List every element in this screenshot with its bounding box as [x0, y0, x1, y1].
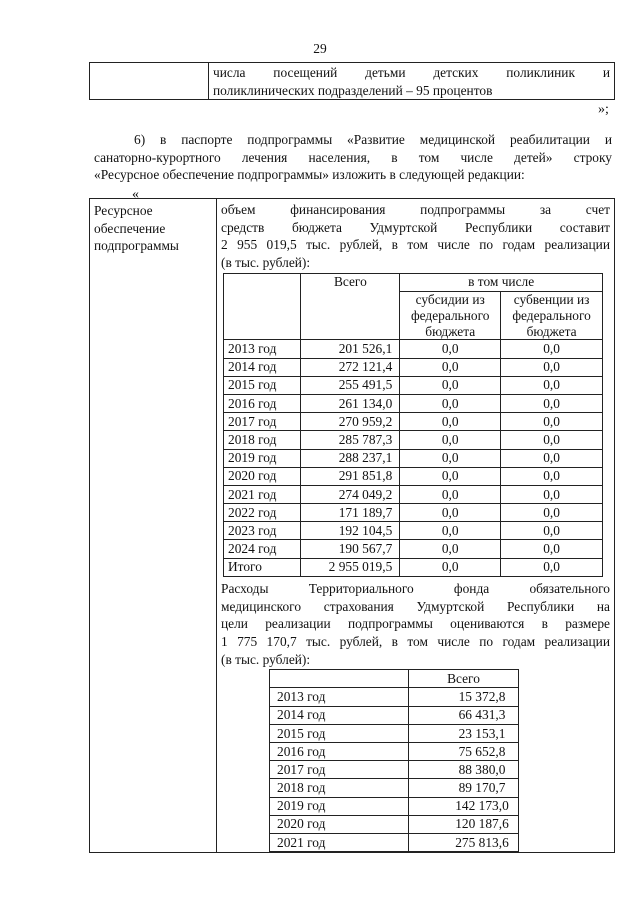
budget-cell-total: 291 851,8: [301, 467, 400, 485]
oms-cell-year: 2015 год: [270, 724, 409, 742]
budget-header-subvention: [501, 291, 603, 339]
budget-table-row: [224, 413, 603, 431]
budget-cell-year: 2014 год: [224, 358, 301, 376]
budget-cell-subsidy: 0,0: [400, 394, 501, 412]
budget-cell-subsidy: 0,0: [400, 431, 501, 449]
budget-table-body: [224, 340, 603, 576]
oms-cell-total: 23 153,1: [409, 724, 519, 742]
budget-cell-year: 2018 год: [224, 431, 301, 449]
budget-cell-year: 2023 год: [224, 522, 301, 540]
budget-cell-subvention: 0,0: [501, 485, 603, 503]
oms-header-row: [270, 670, 519, 688]
budget-cell-subsidy: 0,0: [400, 449, 501, 467]
budget-cell-total: 192 104,5: [301, 522, 400, 540]
intro-line: объем финансирования подпрограммы за счет: [221, 202, 610, 217]
oms-cell-total: 120 187,6: [409, 815, 519, 833]
page-number: 29: [313, 41, 327, 56]
budget-cell-subsidy: 0,0: [400, 358, 501, 376]
oms-intro-line: цели реализации подпрограммы оцениваются в размере: [221, 616, 610, 632]
oms-table-row: [270, 724, 519, 742]
budget-cell-year: 2021 год: [224, 485, 301, 503]
budget-cell-year: 2019 год: [224, 449, 301, 467]
budget-cell-subsidy: 0,0: [400, 467, 501, 485]
oms-cell-total: 275 813,6: [409, 833, 519, 851]
budget-table-row: [224, 394, 603, 412]
budget-table-row: [224, 558, 603, 576]
budget-cell-subvention: 0,0: [501, 467, 603, 485]
budget-cell-subvention: 0,0: [501, 358, 603, 376]
budget-cell-year: Итого: [224, 558, 301, 576]
oms-cell-total: 75 652,8: [409, 743, 519, 761]
closing-quote-mark: »;: [598, 102, 609, 117]
continuation-row: [90, 63, 615, 100]
budget-cell-total: 272 121,4: [301, 358, 400, 376]
budget-table-row: [224, 504, 603, 522]
resource-content-cell: [217, 199, 615, 853]
budget-header-row: [224, 273, 603, 291]
budget-cell-total: 270 959,2: [301, 413, 400, 431]
budget-cell-subsidy: 0,0: [400, 558, 501, 576]
budget-cell-total: 201 526,1: [301, 340, 400, 358]
budget-cell-subvention: 0,0: [501, 340, 603, 358]
oms-cell-year: 2018 год: [270, 779, 409, 797]
oms-cell-year: 2021 год: [270, 833, 409, 851]
budget-cell-subvention: 0,0: [501, 413, 603, 431]
budget-cell-total: 288 237,1: [301, 449, 400, 467]
resource-label-cell: [90, 199, 217, 853]
subvention-header-line: бюджета: [526, 323, 577, 339]
paragraph-line-1: 6) в паспорте подпрограммы «Развитие медицинской реабилитации и: [134, 132, 612, 147]
budget-table-row: [224, 540, 603, 558]
budget-cell-year: 2024 год: [224, 540, 301, 558]
budget-table-row: [224, 431, 603, 449]
intro-line: средств бюджета Удмуртской Республики составит: [221, 219, 610, 235]
budget-table-row: [224, 376, 603, 394]
subvention-header-line: субвенции из: [513, 291, 590, 307]
oms-intro-line: 1 775 170,7 тыс. рублей, в том числе по годам реализации: [221, 633, 610, 649]
budget-cell-year: 2016 год: [224, 394, 301, 412]
oms-table-row: [270, 743, 519, 761]
intro-line: (в тыс. рублей):: [221, 255, 311, 271]
subsidy-header-line: федерального: [410, 307, 490, 323]
budget-table: [223, 273, 603, 577]
budget-cell-subvention: 0,0: [501, 376, 603, 394]
oms-cell-year: 2019 год: [270, 797, 409, 815]
budget-header-year: [224, 273, 301, 340]
continuation-line-2: поликлинических подразделений – 95 процентов: [213, 82, 493, 98]
continuation-table: [89, 62, 615, 100]
budget-cell-total: 255 491,5: [301, 376, 400, 394]
budget-table-row: [224, 485, 603, 503]
continuation-label-cell: [90, 63, 209, 100]
subsidy-header-line: субсидии из: [415, 291, 485, 307]
oms-intro-line: (в тыс. рублей):: [221, 651, 311, 667]
oms-cell-year: 2013 год: [270, 688, 409, 706]
oms-cell-total: 88 380,0: [409, 761, 519, 779]
budget-cell-subsidy: 0,0: [400, 413, 501, 431]
budget-cell-total: 2 955 019,5: [301, 558, 400, 576]
oms-header-year: [270, 670, 409, 688]
subsidy-header-line: бюджета: [425, 323, 476, 339]
budget-cell-year: 2022 год: [224, 504, 301, 522]
budget-cell-subvention: 0,0: [501, 449, 603, 467]
budget-cell-total: 274 049,2: [301, 485, 400, 503]
budget-cell-subsidy: 0,0: [400, 485, 501, 503]
oms-cell-total: 142 173,0: [409, 797, 519, 815]
budget-cell-subsidy: 0,0: [400, 504, 501, 522]
oms-table-row: [270, 706, 519, 724]
budget-cell-subvention: 0,0: [501, 394, 603, 412]
budget-table-row: [224, 467, 603, 485]
budget-cell-subsidy: 0,0: [400, 540, 501, 558]
oms-cell-year: 2017 год: [270, 761, 409, 779]
budget-header-group: в том числе: [400, 273, 603, 291]
budget-table-row: [224, 340, 603, 358]
budget-cell-subvention: 0,0: [501, 504, 603, 522]
resource-label-line: обеспечение: [94, 220, 166, 236]
resource-label-line: Ресурсное: [94, 203, 153, 218]
budget-cell-subvention: 0,0: [501, 431, 603, 449]
budget-cell-total: 171 189,7: [301, 504, 400, 522]
oms-table-row: [270, 797, 519, 815]
oms-table-row: [270, 779, 519, 797]
budget-cell-subvention: 0,0: [501, 558, 603, 576]
budget-cell-year: 2020 год: [224, 467, 301, 485]
budget-cell-subsidy: 0,0: [400, 376, 501, 394]
paragraph-line-2: санаторно-курортного лечения населения, в том числе детей» строку: [94, 149, 612, 165]
budget-cell-year: 2013 год: [224, 340, 301, 358]
oms-table-row: [270, 688, 519, 706]
oms-table-row: [270, 815, 519, 833]
opening-quote-mark: «: [132, 187, 139, 202]
amendment-paragraph: [94, 131, 612, 184]
budget-table-row: [224, 449, 603, 467]
budget-cell-subsidy: 0,0: [400, 340, 501, 358]
budget-table-row: [224, 358, 603, 376]
budget-header-total: Всего: [301, 273, 400, 340]
oms-intro: [221, 580, 610, 668]
budget-cell-subvention: 0,0: [501, 522, 603, 540]
budget-cell-total: 261 134,0: [301, 394, 400, 412]
paragraph-line-3: «Ресурсное обеспечение подпрограммы» изложить в следующей редакции:: [94, 167, 525, 183]
budget-cell-total: 285 787,3: [301, 431, 400, 449]
oms-cell-year: 2014 год: [270, 706, 409, 724]
resource-label-line: подпрограммы: [94, 238, 179, 254]
continuation-text-cell: [209, 63, 615, 100]
oms-cell-total: 89 170,7: [409, 779, 519, 797]
oms-table: [269, 669, 519, 852]
budget-header-subsidy: [400, 291, 501, 339]
oms-intro-line: Расходы Территориального фонда обязательного: [221, 580, 610, 596]
budget-cell-subsidy: 0,0: [400, 522, 501, 540]
oms-cell-total: 66 431,3: [409, 706, 519, 724]
oms-table-body: [270, 688, 519, 852]
budget-table-row: [224, 522, 603, 540]
budget-cell-year: 2017 год: [224, 413, 301, 431]
resource-table: [89, 198, 615, 853]
budget-cell-year: 2015 год: [224, 376, 301, 394]
resource-row: [90, 199, 615, 853]
oms-cell-year: 2016 год: [270, 743, 409, 761]
oms-table-row: [270, 833, 519, 851]
oms-cell-year: 2020 год: [270, 815, 409, 833]
continuation-line-1: числа посещений детьми детских поликлиник и: [213, 65, 610, 80]
oms-cell-total: 15 372,8: [409, 688, 519, 706]
budget-cell-total: 190 567,7: [301, 540, 400, 558]
subvention-header-line: федерального: [512, 307, 591, 323]
oms-header-total: Всего: [409, 670, 519, 688]
oms-intro-line: медицинского страхования Удмуртской Республики на: [221, 598, 610, 614]
oms-table-row: [270, 761, 519, 779]
budget-cell-subvention: 0,0: [501, 540, 603, 558]
intro-line: 2 955 019,5 тыс. рублей, в том числе по годам реализации: [221, 237, 610, 253]
